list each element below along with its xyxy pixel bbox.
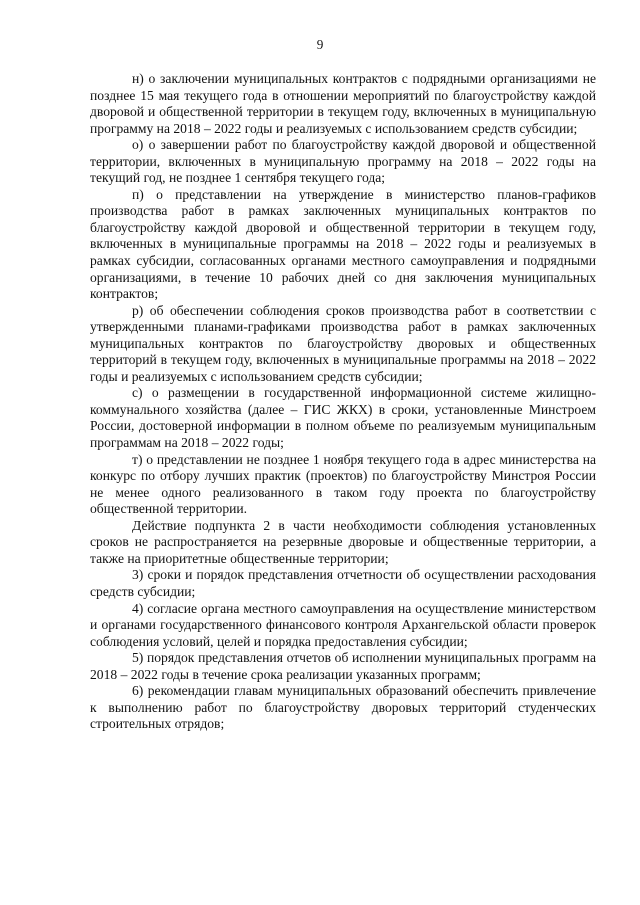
page-number: 9 [316,37,324,52]
paragraph-n: н) о заключении муниципальных контрактов с подрядными организациями не позднее 15 мая текущего года в отношении мероприятий по благоустройству каждой дворовой и общественной территории в текущем году, включенных в муниципальную программу на 2018 – 2022 годы и реализуемых с использованием средств субсидии; [90,71,596,136]
document-body [90,71,596,733]
paragraph-item-5: 5) порядок представления отчетов об исполнении муниципальных программ на 2018 – 2022 годы в течение срока реализации указанных программ; [90,650,596,682]
paragraph-item-6: 6) рекомендации главам муниципальных образований обеспечить привлечение к выполнению работ по благоустройству дворовых территорий студенческих строительных отрядов; [90,683,596,732]
paragraph-o: о) о завершении работ по благоустройству каждой дворовой и общественной территории, включенных в муниципальную программу на 2018 – 2022 годы на текущий год, не позднее 1 сентября текущего года; [90,137,596,186]
paragraph-s: с) о размещении в государственной информационной системе жилищно-коммунального хозяйства (далее – ГИС ЖКХ) в сроки, установленные Минстроем России, достоверной информации в полном объеме по реализуемым муниципальным программам на 2018 – 2022 годы; [90,385,596,451]
paragraph-t: т) о представлении не позднее 1 ноября текущего года в адрес министерства на конкурс по отбору лучших практик (проектов) по благоустройству Минстроя России не менее одного реализованного в таком году проекта по благоустройству общественной территории. [90,451,596,517]
paragraph-p: п) о представлении на утверждение в министерство планов-графиков производства работ в рамках заключенных муниципальных контрактов по благоустройству каждой дворовой и общественной территории в текущем году, включенных в муниципальные программы на 2018 – 2022 годы и реализуемых в рамках субсидии, согласованных органами местного самоуправления и подрядными организациями, в течение 10 рабочих дней со дня заключения муниципальных контрактов; [90,186,596,302]
paragraph-item-3: 3) сроки и порядок представления отчетности об осуществлении расходования средств субсидии; [90,567,596,599]
paragraph-r: р) об обеспечении соблюдения сроков производства работ в соответствии с утвержденными планами-графиками производства работ в рамках заключенных муниципальных контрактов по благоустройству дворовых и общественных территорий в текущем году, включенных в муниципальные программы на 2018 – 2022 годы и реализуемых с использованием средств субсидии; [90,302,596,384]
paragraph-exception-note: Действие подпункта 2 в части необходимости соблюдения установленных сроков не распространяется на резервные дворовые и общественные территории, а также на приоритетные общественные территории; [90,517,596,566]
paragraph-item-4: 4) согласие органа местного самоуправления на осуществление министерством и органами государственного финансового контроля Архангельской области проверок соблюдения условий, целей и порядка предоставления субсидии; [90,600,596,649]
